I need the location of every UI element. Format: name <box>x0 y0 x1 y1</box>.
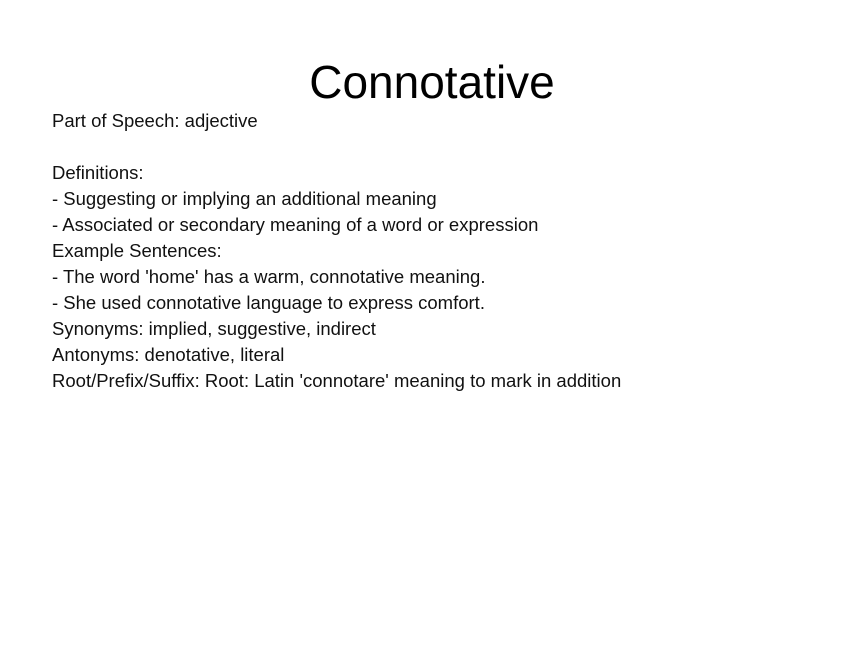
definitions-heading: Definitions: <box>52 162 144 183</box>
antonyms-line: Antonyms: denotative, literal <box>52 344 285 365</box>
synonyms-line: Synonyms: implied, suggestive, indirect <box>52 318 376 339</box>
example-sentence-item: - The word 'home' has a warm, connotative meaning. <box>52 266 486 287</box>
root-prefix-suffix-line: Root/Prefix/Suffix: Root: Latin 'connotare' meaning to mark in addition <box>52 370 622 391</box>
slide-title: Connotative <box>309 56 555 108</box>
slide-body <box>52 108 832 394</box>
example-sentence-item: - She used connotative language to express comfort. <box>52 292 485 313</box>
definition-item: - Suggesting or implying an additional meaning <box>52 188 437 209</box>
part-of-speech-line: Part of Speech: adjective <box>52 110 258 131</box>
blank-line <box>52 134 832 160</box>
definition-item: - Associated or secondary meaning of a word or expression <box>52 214 539 235</box>
example-sentences-heading: Example Sentences: <box>52 240 222 261</box>
